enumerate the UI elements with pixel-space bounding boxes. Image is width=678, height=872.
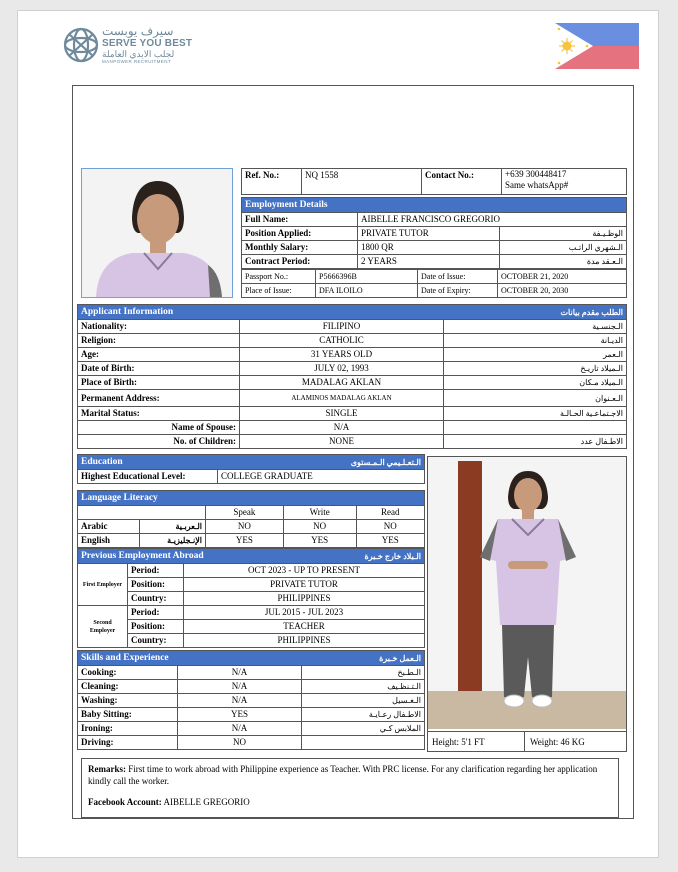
education-level-label: Highest Educational Level: (78, 470, 218, 484)
education-table (77, 454, 425, 484)
first-position-label: Position: (128, 578, 184, 592)
remarks-paragraph (88, 763, 612, 787)
logo-english-name: SERVE YOU BEST (102, 38, 193, 49)
contact-note: Same whatsApp# (505, 180, 569, 190)
ref-table (241, 168, 627, 195)
measurements-divider (524, 732, 525, 752)
nationality-value: FILIPINO (240, 320, 444, 334)
washing-label: Washing: (78, 694, 178, 708)
pob-label: Place of Birth: (78, 376, 240, 390)
spouse-value: N/A (240, 421, 444, 435)
contact-value-cell (502, 169, 627, 195)
cooking-label: Cooking: (78, 666, 178, 680)
previous-header (78, 549, 425, 564)
applicant-header-ar: الطلب مقدم بيانات (560, 307, 623, 317)
weight-label: Weight: 46 KG (530, 737, 585, 747)
english-write: YES (283, 534, 356, 548)
facebook-value: AIBELLE GREGORIO (163, 797, 250, 807)
second-position-value: TEACHER (184, 620, 425, 634)
marital-status-ar: الاجـتماعـية الحـالـة (444, 407, 627, 421)
english-speak: YES (206, 534, 284, 548)
education-header-label: Education (81, 456, 123, 467)
first-period-label: Period: (128, 564, 184, 578)
employment-table (241, 197, 627, 269)
arabic-read: NO (356, 520, 424, 534)
education-header-ar: الـتعـلـيمي الـمـستوى (350, 457, 421, 467)
passport-label: Passport No.: (242, 270, 316, 284)
logo-subtitle: MANPOWER RECRUITMENT (102, 59, 171, 64)
marital-status-value: SINGLE (240, 407, 444, 421)
facebook-label: Facebook Account: (88, 797, 162, 807)
second-country-label: Country: (128, 634, 184, 648)
monthly-salary-ar: الـشهري الراتـب (500, 241, 627, 255)
first-country-label: Country: (128, 592, 184, 606)
logo-emblem-icon (62, 25, 100, 65)
spouse-ar (444, 421, 627, 435)
cooking-ar: الـطـبخ (302, 666, 425, 680)
remarks-label: Remarks: (88, 764, 126, 774)
driving-value: NO (178, 736, 302, 750)
baby-sitting-ar: الاطـفال رعـايـة (302, 708, 425, 722)
second-country-value: PHILIPPINES (184, 634, 425, 648)
marital-status-label: Marital Status: (78, 407, 240, 421)
position-applied-label: Position Applied: (242, 227, 358, 241)
education-level-value: COLLEGE GRADUATE (218, 470, 425, 484)
position-applied-ar: الوظـيـفة (500, 227, 627, 241)
contract-period-label: Contract Period: (242, 255, 358, 269)
applicant-header-label: Applicant Information (81, 306, 174, 317)
dob-value: JULY 02, 1993 (240, 362, 444, 376)
pob-value: MADALAG AKLAN (240, 376, 444, 390)
age-ar: الـعمر (444, 348, 627, 362)
passport-value: P5666396B (316, 270, 418, 284)
english-ar: الإنـجليزيـة (140, 534, 206, 548)
employment-header: Employment Details (242, 198, 627, 213)
applicant-table (77, 304, 627, 449)
spouse-label: Name of Spouse: (78, 421, 240, 435)
cleaning-ar: الـتـنظـيف (302, 680, 425, 694)
ironing-ar: الملابس كـي (302, 722, 425, 736)
portrait-photo-frame (81, 168, 233, 298)
expiry-date-label: Date of Expiry: (418, 284, 498, 298)
first-position-value: PRIVATE TUTOR (184, 578, 425, 592)
skills-header (78, 651, 425, 666)
baby-sitting-value: YES (178, 708, 302, 722)
dob-label: Date of Birth: (78, 362, 240, 376)
previous-header-ar: الـبلاد خارج خـبرة (364, 551, 421, 561)
language-table (77, 490, 425, 548)
portrait-photo (82, 169, 232, 297)
ironing-value: N/A (178, 722, 302, 736)
children-value: NONE (240, 435, 444, 449)
monthly-salary-label: Monthly Salary: (242, 241, 358, 255)
english-read: YES (356, 534, 424, 548)
religion-label: Religion: (78, 334, 240, 348)
contact-label: Contact No.: (422, 169, 502, 195)
address-ar: الـعـنوان (444, 390, 627, 407)
place-of-issue-value: DFA ILOILO (316, 284, 418, 298)
full-body-photo-frame (427, 456, 627, 752)
second-employer-label: Second Employer (78, 606, 128, 648)
address-value: ALAMINOS MADALAG AKLAN (240, 390, 444, 407)
washing-ar: الـغـسيل (302, 694, 425, 708)
washing-value: N/A (178, 694, 302, 708)
col-write: Write (283, 506, 356, 520)
age-label: Age: (78, 348, 240, 362)
issue-date-value: OCTOBER 21, 2020 (498, 270, 627, 284)
children-ar: الاطـفال عدد (444, 435, 627, 449)
place-of-issue-label: Place of Issue: (242, 284, 316, 298)
second-period-label: Period: (128, 606, 184, 620)
full-name-value: AIBELLE FRANCISCO GREGORIO (358, 213, 627, 227)
nationality-label: Nationality: (78, 320, 240, 334)
age-value: 31 YEARS OLD (240, 348, 444, 362)
pob-ar: الـميلاد مـكان (444, 376, 627, 390)
second-period-value: JUL 2015 - JUL 2023 (184, 606, 425, 620)
facebook-row (88, 796, 612, 808)
applicant-info-section (77, 304, 627, 449)
applicant-header (78, 305, 627, 320)
previous-header-label: Previous Employment Abroad (81, 550, 204, 561)
document-page (17, 10, 659, 858)
arabic-speak: NO (206, 520, 284, 534)
issue-date-label: Date of Issue: (418, 270, 498, 284)
address-label: Permanent Address: (78, 390, 240, 407)
biodata-frame (72, 85, 634, 819)
religion-ar: الديـانة (444, 334, 627, 348)
arabic-label: Arabic (78, 520, 140, 534)
logo-arabic-tagline: لجلب الايدي العاملة (102, 49, 175, 59)
first-country-value: PHILIPPINES (184, 592, 425, 606)
language-blank-2 (140, 506, 206, 520)
skills-table (77, 650, 425, 750)
monthly-salary-value: 1800 QR (358, 241, 500, 255)
ref-value: NQ 1558 (302, 169, 422, 195)
arabic-ar: الـعربـية (140, 520, 206, 534)
first-period-value: OCT 2023 - UP TO PRESENT (184, 564, 425, 578)
arabic-write: NO (283, 520, 356, 534)
skills-header-ar: الـعمل خـبرة (379, 653, 421, 663)
contract-period-value: 2 YEARS (358, 255, 500, 269)
nationality-ar: الـجنسـية (444, 320, 627, 334)
cooking-value: N/A (178, 666, 302, 680)
previous-employment-table (77, 548, 425, 648)
first-employer-label: First Employer (78, 564, 128, 606)
cleaning-label: Cleaning: (78, 680, 178, 694)
ref-label: Ref. No.: (242, 169, 302, 195)
english-label: English (78, 534, 140, 548)
second-position-label: Position: (128, 620, 184, 634)
ironing-label: Ironing: (78, 722, 178, 736)
dob-ar: الـميلاد تاريـخ (444, 362, 627, 376)
philippines-flag-icon (555, 23, 639, 69)
passport-table (241, 269, 627, 298)
full-body-photo (428, 457, 626, 729)
measurements-row (428, 731, 626, 751)
driving-ar (302, 736, 425, 750)
religion-value: CATHOLIC (240, 334, 444, 348)
height-label: Height: 5'1 FT (432, 737, 485, 747)
skills-header-label: Skills and Experience (81, 652, 169, 663)
expiry-date-value: OCTOBER 20, 2030 (498, 284, 627, 298)
full-name-label: Full Name: (242, 213, 358, 227)
left-lower-column (77, 454, 425, 750)
cleaning-value: N/A (178, 680, 302, 694)
col-read: Read (356, 506, 424, 520)
driving-label: Driving: (78, 736, 178, 750)
position-applied-value: PRIVATE TUTOR (358, 227, 500, 241)
company-logo (62, 25, 212, 69)
contract-period-ar: الـعـقد مدة (500, 255, 627, 269)
children-label: No. of Children: (78, 435, 240, 449)
remarks-text: First time to work abroad with Philippine experience as Teacher. With PRC license. For any clarification regarding her application kindly call the worker. (88, 764, 598, 786)
col-speak: Speak (206, 506, 284, 520)
language-blank-1 (78, 506, 140, 520)
logo-arabic-name: سيرف يوبست (102, 24, 174, 38)
employment-details-section (241, 168, 627, 298)
baby-sitting-label: Baby Sitting: (78, 708, 178, 722)
education-header (78, 455, 425, 470)
contact-value: +639 300448417 (505, 169, 567, 179)
language-header: Language Literacy (78, 491, 425, 506)
remarks-box (81, 758, 619, 818)
